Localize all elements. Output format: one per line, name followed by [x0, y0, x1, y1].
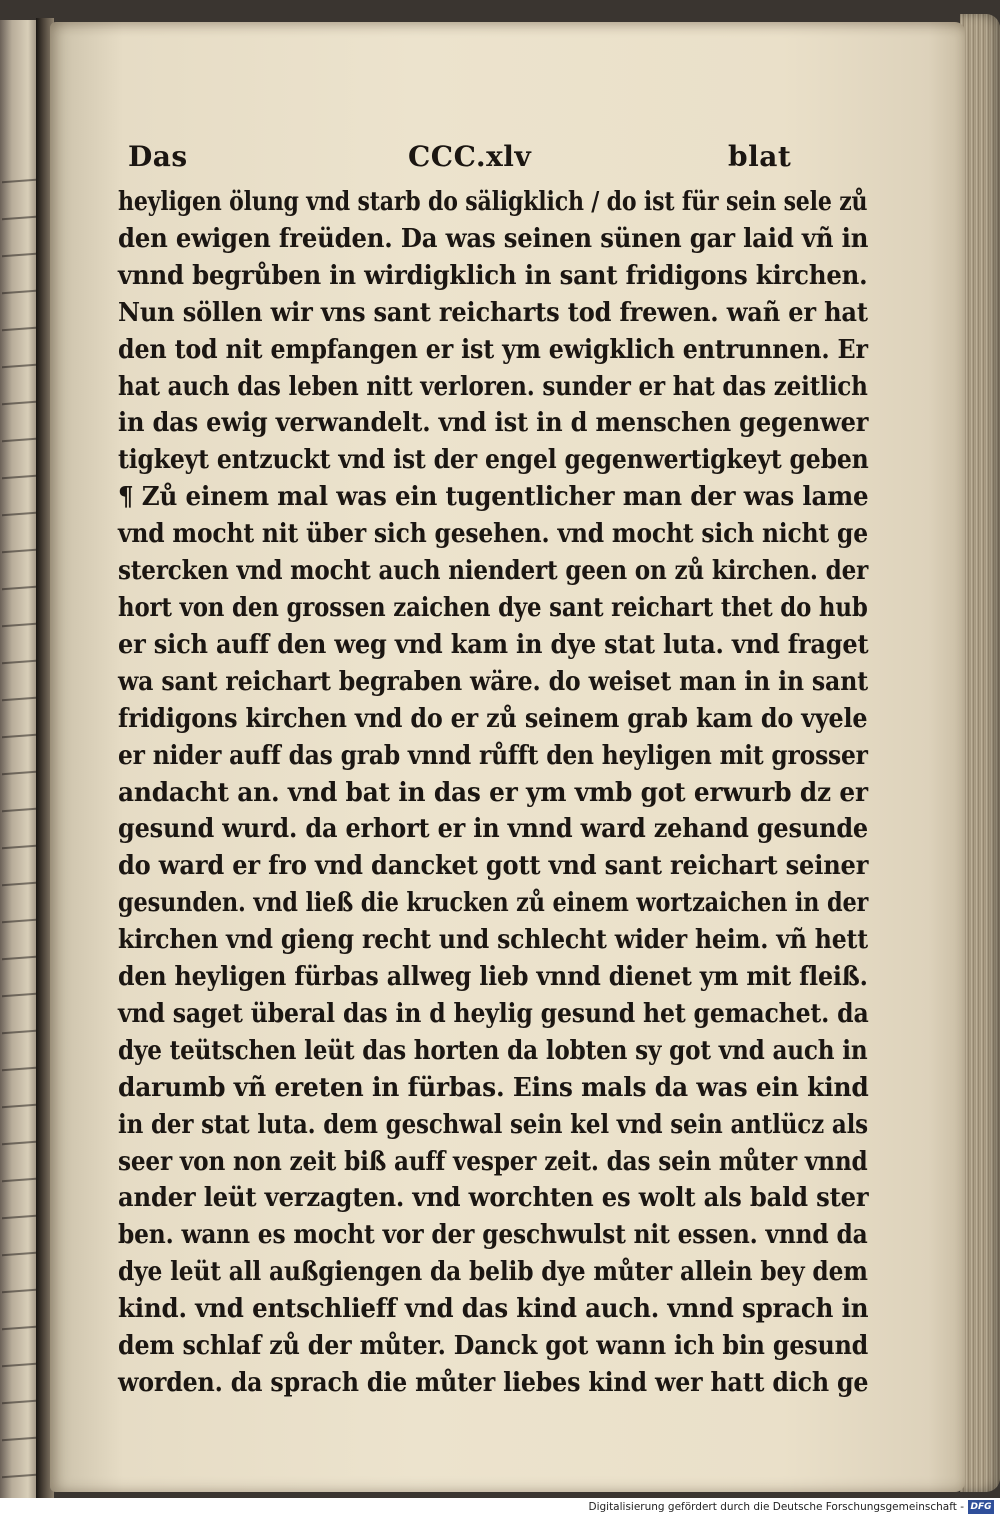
text-line: in der stat luta. dem geschwal sein kel vnd sein antlücz als	[118, 1108, 868, 1140]
left-page-text-fragment	[2, 1067, 36, 1087]
text-line: ander leüt verzagten. vnd worchten es wolt als bald ster	[118, 1182, 869, 1214]
left-page-text-fragment	[2, 993, 36, 1013]
left-page-text-fragment	[2, 1400, 36, 1420]
text-line: vnd saget überal das in d heylig gesund het gemachet. da	[118, 997, 869, 1029]
text-line: vnd mocht nit über sich gesehen. vnd mocht sich nicht ge	[118, 518, 868, 550]
text-line: tigkeyt entzuckt vnd ist der engel gegenwertigkeyt geben	[118, 444, 869, 476]
left-page-text-fragment	[2, 808, 36, 828]
text-line: kind. vnd entschlieff vnd das kind auch. vnnd sprach in	[118, 1293, 869, 1325]
text-line: dem schlaf zů der můter. Danck got wann ich bin gesund	[118, 1330, 869, 1362]
text-line: stercken vnd mocht auch niendert geen on zů kirchen. der	[118, 555, 869, 587]
page-edges	[960, 14, 1000, 1492]
text-line: wa sant reichart begraben wäre. do weiset man in in sant	[118, 665, 868, 697]
text-line: den ewigen freüden. Da was seinen sünen gar laid vñ in	[118, 222, 869, 254]
left-page-text-fragment	[2, 771, 36, 791]
text-line: gesund wurd. da erhort er in vnnd ward zehand gesunde	[118, 813, 869, 845]
left-page-text-fragment	[2, 253, 36, 273]
text-line: do ward er fro vnd dancket gott vnd sant reichart seiner	[118, 850, 869, 882]
text-line: kirchen vnd gieng recht und schlecht wider heim. vñ hett	[118, 924, 868, 956]
text-lines	[118, 184, 878, 1402]
text-line: ¶ Zů einem mal was ein tugentlicher man der was lame	[118, 481, 869, 513]
left-page-text-fragment	[2, 475, 36, 495]
text-line: heyligen ölung vnd starb do säligklich / do ist für sein sele zů	[118, 186, 868, 217]
dfg-logo: DFG	[968, 1500, 994, 1514]
text-line: den tod nit empfangen er ist ym ewigklich entrunnen. Er	[118, 333, 868, 365]
left-page-text-fragment	[2, 845, 36, 865]
left-page-text-fragment	[2, 290, 36, 310]
text-line: er nider auff das grab vnnd růfft den heyligen mit grosser	[118, 739, 868, 771]
left-page-text-fragment	[2, 734, 36, 754]
left-page-text-fragment	[2, 1141, 36, 1161]
left-page-text-fragment	[2, 919, 36, 939]
left-page-text-fragment	[2, 956, 36, 976]
left-page-text-fragment	[2, 216, 36, 236]
left-page-text-fragment	[2, 1289, 36, 1309]
left-page-text-fragment	[2, 179, 36, 199]
left-page-text-fragment	[2, 1363, 36, 1383]
text-line: vnnd begrůben in wirdigklich in sant fridigons kirchen.	[118, 259, 868, 291]
left-page-text-fragment	[2, 1437, 36, 1457]
running-header	[118, 140, 838, 184]
text-line: gesunden. vnd ließ die krucken zů einem wortzaichen in der	[118, 887, 869, 919]
text-line: in das ewig verwandelt. vnd ist in d menschen gegenwer	[118, 407, 869, 439]
text-line: darumb vñ ereten in fürbas. Eins mals da was ein kind	[118, 1071, 869, 1103]
text-line: fridigons kirchen vnd do er zů seinem grab kam do vyele	[118, 702, 868, 734]
left-page-text-fragment	[2, 1474, 36, 1494]
left-page-text-fragment	[2, 364, 36, 384]
left-page-text-fragment	[2, 660, 36, 680]
left-page-text-fragment	[2, 512, 36, 532]
text-line: Nun söllen wir vns sant reicharts tod frewen. wañ er hat	[118, 296, 868, 328]
left-page-text-fragment	[2, 549, 36, 569]
text-line: ben. wann es mocht vor der geschwulst nit essen. vnnd da	[118, 1219, 868, 1251]
left-page-text-fragment	[2, 882, 36, 902]
text-line: andacht an. vnd bat in das er ym vmb got erwurb dz er	[118, 776, 868, 808]
text-line: dye leüt all außgiengen da belib dye můter allein bey dem	[118, 1256, 868, 1288]
text-block	[118, 140, 878, 1402]
text-line: hort von den grossen zaichen dye sant reichart thet do hub	[118, 591, 868, 623]
text-line: seer von non zeit biß auff vesper zeit. das sein můter vnnd	[118, 1145, 868, 1177]
left-page-text-fragment	[2, 438, 36, 458]
header-right: blat	[728, 140, 792, 173]
digitization-credit: Digitalisierung gefördert durch die Deutsche Forschungsgemeinschaft -	[588, 1501, 964, 1513]
header-left: Das	[128, 140, 188, 173]
left-page-text-fragment	[2, 1178, 36, 1198]
text-line: er sich auff den weg vnd kam in dye stat luta. vnd fraget	[118, 628, 869, 660]
left-page-text-fragment	[2, 586, 36, 606]
text-line: den heyligen fürbas allweg lieb vnnd dienet ym mit fleiß.	[118, 961, 868, 993]
left-page-text-fragment	[2, 1104, 36, 1124]
text-line: hat auch das leben nitt verloren. sunder er hat das zeitlich	[118, 370, 868, 402]
left-page-text-fragment	[2, 1252, 36, 1272]
left-page-text-fragment	[2, 1030, 36, 1050]
left-page-text-fragment	[2, 401, 36, 421]
left-facing-page	[0, 20, 40, 1498]
text-line: worden. da sprach die můter liebes kind wer hatt dich ge	[118, 1367, 869, 1398]
left-page-text-fragment	[2, 327, 36, 347]
left-page-text-fragment	[2, 697, 36, 717]
book-page	[50, 22, 965, 1492]
text-line: dye teütschen leüt das horten da lobten sy got vnd auch in	[118, 1034, 868, 1066]
left-page-text-fragment	[2, 1215, 36, 1235]
left-page-text-fragment	[2, 623, 36, 643]
folio-number: CCC.xlv	[408, 140, 532, 173]
left-page-text-fragment	[2, 1326, 36, 1346]
